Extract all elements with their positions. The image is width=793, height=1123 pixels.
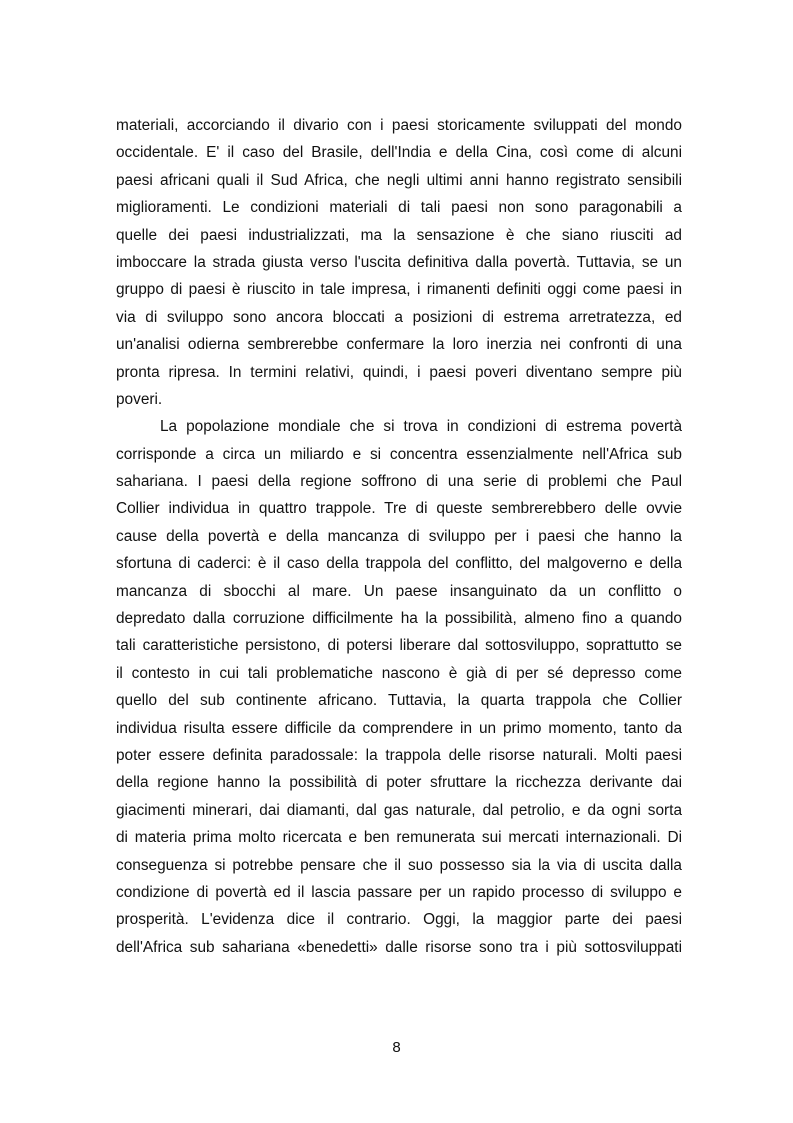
text-line: Collier individua in quattro trappole. Tre di queste sembrerebbero delle ovvie (116, 500, 682, 518)
text-line: miglioramenti. Le condizioni materiali di tali paesi non sono paragonabili a (116, 199, 682, 217)
text-line: gruppo di paesi è riuscito in tale impresa, i rimanenti definiti oggi come paesi in (116, 281, 682, 299)
text-line: giacimenti minerari, dai diamanti, dal gas naturale, dal petrolio, e da ogni sorta (116, 801, 682, 819)
text-line: della regione hanno la possibilità di poter sfruttare la ricchezza derivante dai (116, 774, 682, 792)
text-line: occidentale. E' il caso del Brasile, dell'India e della Cina, così come di alcuni (116, 144, 682, 162)
text-line: cause della povertà e della mancanza di sviluppo per i paesi che hanno la (116, 527, 682, 545)
text-line: conseguenza si potrebbe pensare che il suo possesso sia la via di uscita dalla (116, 856, 682, 874)
page-number: 8 (392, 1039, 401, 1056)
text-line: quelle dei paesi industrializzati, ma la sensazione è che siano riusciti ad (116, 226, 682, 244)
text-line: paesi africani quali il Sud Africa, che negli ultimi anni hanno registrato sensibili (116, 171, 682, 189)
paragraph-1 (116, 112, 682, 413)
text-line: individua risulta essere difficile da comprendere in un primo momento, tanto da (116, 719, 682, 737)
text-line: condizione di povertà ed il lascia passare per un rapido processo di sviluppo e (116, 883, 682, 901)
text-line: materiali, accorciando il divario con i paesi storicamente sviluppati del mondo (116, 117, 682, 134)
text-line: imboccare la strada giusta verso l'uscita definitiva dalla povertà. Tuttavia, se un (116, 253, 682, 271)
text-line: depredato dalla corruzione difficilmente ha la possibilità, almeno fino a quando (116, 610, 682, 628)
text-line: tali caratteristiche persistono, di potersi liberare dal sottosviluppo, soprattutto se (116, 637, 682, 655)
text-line: il contesto in cui tali problematiche nascono è già di per sé depresso come (116, 664, 682, 682)
text-line: pronta ripresa. In termini relativi, quindi, i paesi poveri diventano sempre più (116, 363, 682, 381)
text-line: corrisponde a circa un miliardo e si concentra essenzialmente nell'Africa sub (116, 445, 682, 463)
text-line: un'analisi odierna sembrerebbe confermare la loro inerzia nei confronti di una (116, 336, 682, 354)
text-line: poter essere definita paradossale: la trappola delle risorse naturali. Molti paesi (116, 746, 682, 764)
text-line: prosperità. L'evidenza dice il contrario. Oggi, la maggior parte dei paesi (116, 911, 682, 929)
text-line: sfortuna di caderci: è il caso della trappola del conflitto, del malgoverno e della (116, 555, 682, 573)
text-line: poveri. (116, 390, 163, 408)
text-line: quello del sub continente africano. Tuttavia, la quarta trappola che Collier (116, 692, 682, 710)
text-line: mancanza di sbocchi al mare. Un paese insanguinato da un conflitto o (116, 582, 682, 600)
body-text (116, 112, 682, 961)
text-line: La popolazione mondiale che si trova in condizioni di estrema povertà (160, 418, 682, 436)
text-line: dell'Africa sub sahariana «benedetti» dalle risorse sono tra i più sottosviluppati (116, 938, 682, 956)
text-line: sahariana. I paesi della regione soffrono di una serie di problemi che Paul (116, 473, 682, 491)
text-line: via di sviluppo sono ancora bloccati a posizioni di estrema arretratezza, ed (116, 308, 682, 326)
paragraph-2 (116, 413, 682, 961)
text-line: di materia prima molto ricercata e ben remunerata sui mercati internazionali. Di (116, 829, 682, 847)
